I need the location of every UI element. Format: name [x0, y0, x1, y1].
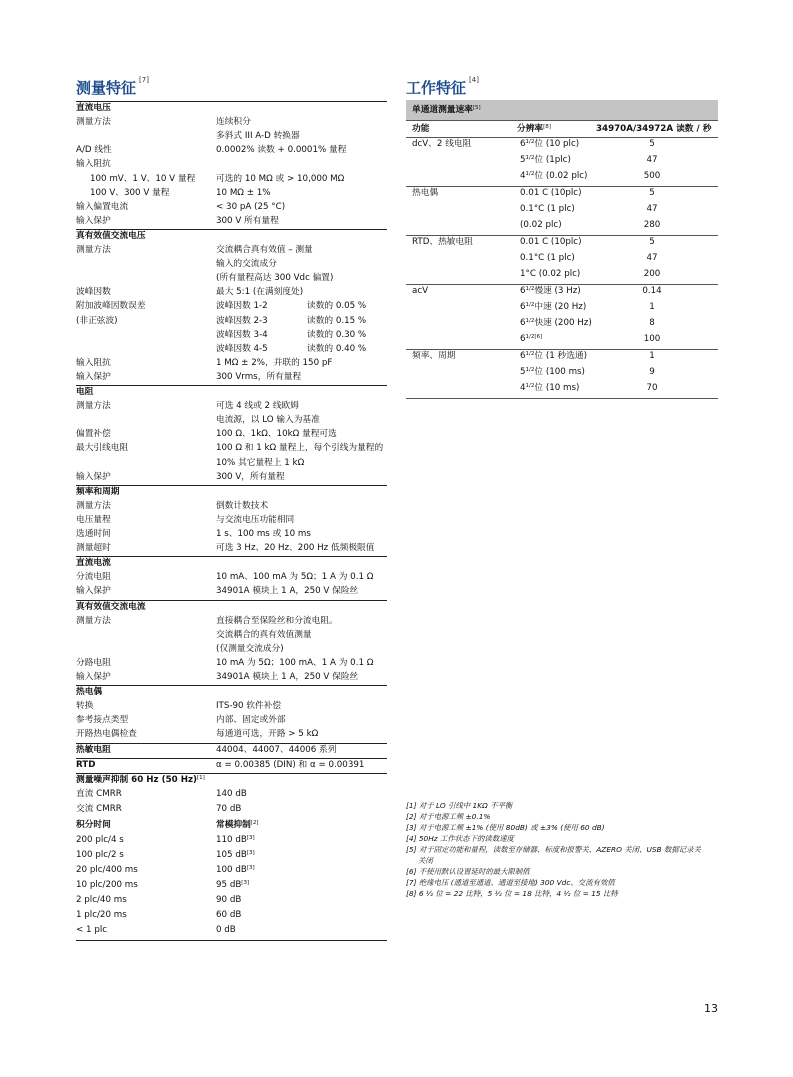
nmr-value [216, 909, 241, 922]
nmr-heading-text [76, 774, 205, 787]
spec-value: 10% 其它量程上 1 kΩ [216, 457, 305, 468]
left-title-note: [7] [139, 76, 149, 84]
spec-value: 300 V 所有量程 [216, 215, 279, 226]
spec-label: 输入保护 [76, 215, 111, 226]
nmr-value-text: 60 dB [216, 910, 242, 921]
resolution-cell [520, 252, 575, 265]
resolution-text: 位 (10 plc) [534, 139, 580, 149]
spec-label: 输入保护 [76, 471, 111, 482]
section-rule [76, 485, 387, 486]
spec-value: 直接耦合至保险丝和分流电阻。 [216, 615, 338, 626]
footnote: [5] 对于固定功能和量程，读数至存储器、标度和报警关、AZERO 关闭、USB 数据记录关 [406, 845, 701, 854]
spec-value: 300 Vrms，所有量程 [216, 371, 302, 382]
section-heading-text: 频率和周期 [76, 486, 120, 497]
resolution-cell [520, 219, 562, 232]
resolution-text: 中速 (20 Hz) [534, 302, 587, 312]
rate-value: 8 [649, 318, 655, 328]
resolution-half: 1/2 [525, 171, 535, 177]
footnote: [1] 对于 LO 引线中 1KΩ 不平衡 [406, 801, 513, 810]
nmr-label: 交流 CMRR [76, 804, 122, 815]
right-title-note: [4] [469, 76, 479, 84]
resolution-text: 0.01 C (10plc) [520, 237, 582, 247]
table-title-label: 单通道测量速率 [412, 105, 473, 115]
resolution-half: 1/2 [525, 302, 535, 308]
resolution-digit: 5 [520, 367, 526, 377]
spec-value: 波峰因数 4-5 [216, 343, 268, 354]
resolution-cell [520, 138, 579, 151]
resolution-digit: 4 [520, 383, 526, 393]
resolution-cell [520, 236, 581, 249]
nmr-value-note: [2] [250, 819, 259, 826]
right-section-title: 工作特征 [4] [406, 76, 479, 97]
rate-value: 9 [649, 367, 655, 377]
nmr-label: 1 plc/20 ms [76, 910, 127, 921]
spec-value-2: 读数的 0.40 % [307, 343, 367, 354]
spec-label: 100 V、300 V 量程 [90, 187, 170, 198]
nmr-heading-label: 测量噪声抑制 60 Hz (50 Hz) [76, 774, 197, 785]
col-resolution-note: [8] [543, 124, 551, 130]
nmr-value [216, 849, 255, 862]
spec-label: 转换 [76, 701, 94, 712]
spec-value: 内部、固定或外部 [216, 715, 286, 726]
rate-value: 5 [649, 188, 655, 198]
spec-label: 输入保护 [76, 586, 111, 597]
spec-value: 1 s、100 ms 或 10 ms [216, 529, 311, 539]
col-resolution-label: 分辨率 [517, 124, 544, 134]
resolution-text: 0.1°C (1 plc) [520, 204, 575, 214]
nmr-value-text: 90 dB [216, 895, 242, 905]
spec-value: 100 Ω、1kΩ、10kΩ 量程可选 [216, 429, 337, 440]
spec-value: ITS-90 软件补偿 [216, 701, 282, 712]
section-heading-text: 直流电压 [76, 103, 111, 113]
nmr-label: 积分时间 [76, 819, 111, 830]
spec-value-2: 读数的 0.30 % [307, 329, 367, 340]
spec-label: 测量方法 [76, 401, 111, 412]
table-title-note: [5] [472, 105, 481, 111]
rtd-value: α = 0.00385 (DIN) 和 α = 0.00391 [216, 759, 365, 770]
rate-value: 280 [643, 220, 661, 230]
spec-value: 交流耦合的真有效值测量 [216, 629, 312, 640]
spec-value: 34901A 模块上 1 A，250 V 保险丝 [216, 586, 359, 597]
spec-label: 测量超时 [76, 543, 111, 554]
spec-label: 测量方法 [76, 245, 111, 255]
resolution-cell [520, 268, 580, 281]
resolution-half: 1/2 [525, 367, 535, 373]
nmr-value [216, 803, 241, 816]
rate-value: 1 [649, 351, 655, 361]
resolution-half: 1/2 [525, 155, 535, 161]
rate-value: 70 [646, 383, 658, 393]
resolution-cell [520, 285, 581, 298]
spec-label: 输入保护 [76, 672, 111, 682]
spec-value: 倒数计数技术 [216, 500, 269, 511]
spec-value: 可选的 10 MΩ 或 > 10,000 MΩ [216, 173, 345, 184]
function-name: dcV、2 线电阻 [412, 139, 472, 149]
footnote: 关闭 [418, 856, 433, 865]
nmr-value-text: 140 dB [216, 789, 247, 800]
resolution-text: 位 (10 ms) [534, 383, 580, 393]
resolution-digit: 6 [520, 318, 526, 328]
resolution-text: 快速 (200 Hz) [534, 318, 592, 328]
spec-label: 偏置补偿 [76, 429, 111, 440]
rate-value: 0.14 [642, 286, 662, 296]
resolution-text: (0.02 plc) [520, 220, 562, 230]
spec-label: (非正弦波) [76, 315, 118, 326]
nmr-value [216, 834, 255, 847]
rate-value: 5 [649, 139, 655, 149]
spec-label: 输入阻抗 [76, 357, 111, 368]
spec-label: 分路电阻 [76, 657, 111, 668]
section-rule [76, 940, 387, 941]
thermistor-label: 热敏电阻 [76, 744, 111, 755]
spec-label: 选通时间 [76, 529, 111, 539]
table-title-text [412, 104, 481, 117]
nmr-value [216, 819, 259, 832]
rate-value: 47 [646, 253, 658, 263]
spec-label: A/D 线性 [76, 145, 112, 156]
rtd-label: RTD [76, 759, 96, 770]
nmr-value-note: [3] [246, 849, 255, 856]
spec-label: 最大引线电阻 [76, 443, 129, 454]
resolution-text: 位 (1plc) [534, 155, 571, 165]
spec-label: 开路热电偶检查 [76, 729, 137, 740]
group-rule [406, 398, 718, 399]
page-number: 13 [704, 1002, 718, 1015]
spec-value: 连续积分 [216, 117, 251, 128]
rate-value: 47 [646, 155, 658, 165]
spec-value: 1 MΩ ± 2%，并联的 150 pF [216, 357, 333, 368]
spec-label: 参考接点类型 [76, 715, 129, 726]
resolution-text: 0.01 C (10plc) [520, 188, 582, 198]
resolution-digit: 6 [520, 334, 526, 344]
resolution-text: 0.1°C (1 plc) [520, 253, 575, 263]
spec-label: 测量方法 [76, 500, 111, 511]
col-rate-header: 34970A/34972A 读数 / 秒 [596, 124, 712, 134]
section-heading-text: 真有效值交流电流 [76, 601, 146, 612]
resolution-cell [520, 333, 542, 346]
resolution-digit: 4 [520, 171, 526, 181]
rate-value: 100 [643, 334, 661, 344]
function-name: 热电偶 [412, 188, 439, 198]
nmr-value-note: [3] [246, 864, 255, 871]
resolution-half: 1/2 [525, 318, 535, 324]
nmr-value-note: [3] [241, 879, 250, 886]
nmr-value [216, 788, 247, 801]
spec-value-2: 读数的 0.15 % [307, 315, 367, 326]
resolution-cell [520, 170, 587, 183]
spec-value: 10 MΩ ± 1% [216, 187, 271, 198]
spec-value: 最大 5:1 (在满刻度处) [216, 287, 304, 298]
nmr-value [216, 894, 241, 907]
footnote: [3] 对于电源工频 ±1% (使用 80dB) 或 ±3% (使用 60 dB) [406, 823, 605, 832]
nmr-value-text: 105 dB [216, 849, 247, 860]
spec-value: 多斜式 III A-D 转换器 [216, 131, 300, 142]
nmr-label: 10 plc/200 ms [76, 879, 138, 890]
nmr-value-text: 110 dB [216, 834, 247, 845]
spec-value: 300 V，所有量程 [216, 471, 285, 482]
resolution-note: [6] [534, 334, 543, 340]
spec-value: 波峰因数 2-3 [216, 315, 268, 326]
header-rule [406, 120, 718, 121]
resolution-cell [520, 317, 592, 330]
resolution-half: 1/2 [525, 139, 535, 145]
nmr-value-text: 0 dB [216, 925, 236, 936]
spec-value: 交流耦合真有效值 – 测量 [216, 245, 313, 255]
nmr-value-text: 70 dB [216, 804, 242, 815]
left-section-title: 测量特征 [7] [76, 76, 149, 97]
spec-value: < 30 pA (25 °C) [216, 201, 286, 212]
footnote: [6] 不使用默认设置延时的最大限制值 [406, 867, 530, 876]
resolution-text: 位 (100 ms) [534, 367, 585, 377]
resolution-digit: 6 [520, 302, 526, 312]
nmr-heading-note: [1] [197, 774, 205, 781]
resolution-digit: 6 [520, 351, 526, 361]
section-rule [76, 385, 387, 386]
resolution-text: 慢速 (3 Hz) [534, 286, 581, 296]
col-resolution-header [517, 123, 551, 136]
spec-label: 附加波峰因数误差 [76, 301, 146, 312]
spec-value: 电流源，以 LO 输入为基准 [216, 415, 320, 426]
nmr-value [216, 879, 249, 892]
spec-value: (所有量程高达 300 Vdc 偏置) [216, 273, 334, 284]
nmr-label: 200 plc/4 s [76, 834, 124, 845]
section-rule [76, 685, 387, 686]
spec-value: 波峰因数 3-4 [216, 329, 268, 340]
resolution-text: 1°C (0.02 plc) [520, 269, 581, 279]
resolution-half: 1/2 [525, 383, 535, 389]
nmr-label: 100 plc/2 s [76, 849, 124, 860]
rate-value: 500 [643, 171, 661, 181]
function-name: acV [412, 286, 429, 296]
spec-value: 可选 3 Hz、20 Hz、200 Hz 低频极限值 [216, 543, 375, 554]
resolution-cell [520, 301, 586, 314]
resolution-cell [520, 366, 585, 379]
spec-value: 0.0002% 读数 + 0.0001% 量程 [216, 145, 347, 156]
function-name: RTD、热敏电阻 [412, 237, 473, 247]
resolution-text: 位 (1 秒选通) [534, 351, 587, 361]
resolution-half: 1/2 [525, 334, 535, 340]
resolution-digit: 6 [520, 286, 526, 296]
spec-value: 与交流电压功能相同 [216, 514, 295, 525]
spec-label: 输入阻抗 [76, 159, 111, 170]
spec-value: 100 Ω 和 1 kΩ 量程上，每个引线为量程的 [216, 443, 384, 454]
spec-label: 输入保护 [76, 371, 111, 382]
spec-label: 波峰因数 [76, 287, 111, 298]
spec-value: 输入的交流成分 [216, 259, 277, 270]
spec-value: 波峰因数 1-2 [216, 301, 268, 312]
resolution-cell [520, 382, 579, 395]
rate-value: 47 [646, 204, 658, 214]
resolution-text: 位 (0.02 plc) [534, 171, 588, 181]
spec-label: 电压量程 [76, 514, 111, 525]
spec-value-2: 读数的 0.05 % [307, 301, 367, 312]
nmr-value [216, 924, 236, 937]
nmr-label: 2 plc/40 ms [76, 895, 127, 905]
thermistor-value: 44004、44007、44006 系列 [216, 744, 337, 755]
resolution-cell [520, 154, 571, 167]
nmr-label: 20 plc/400 ms [76, 864, 138, 875]
nmr-value-text: 95 dB [216, 879, 242, 890]
section-heading-text: 热电偶 [76, 687, 103, 698]
resolution-digit: 6 [520, 139, 526, 149]
nmr-label: 直流 CMRR [76, 789, 122, 800]
nmr-value-text: 常模抑制 [216, 819, 251, 830]
spec-label: 100 mV、1 V、10 V 量程 [90, 173, 196, 184]
col-function-header: 功能 [412, 124, 430, 134]
nmr-value-note: [3] [246, 834, 255, 841]
section-heading-text: 电阻 [76, 387, 94, 397]
spec-value: 10 mA、100 mA 为 5Ω；1 A 为 0.1 Ω [216, 572, 374, 583]
spec-value: (仅测量交流成分) [216, 643, 284, 654]
resolution-half: 1/2 [525, 286, 535, 292]
section-rule [76, 556, 387, 557]
section-heading-text: 直流电流 [76, 558, 111, 569]
footnote: [2] 对于电源工频 ±0.1% [406, 812, 491, 821]
footnote: [8] 6 ½ 位 = 22 比特，5 ½ 位 = 18 比特，4 ½ 位 = 15 比特 [406, 889, 618, 898]
function-name: 频率、周期 [412, 351, 456, 361]
spec-label: 输入偏置电流 [76, 201, 129, 212]
rate-value: 1 [649, 302, 655, 312]
rate-value: 200 [643, 269, 661, 279]
spec-value: 可选 4 线或 2 线欧姆 [216, 401, 299, 412]
section-heading-text: 真有效值交流电压 [76, 230, 146, 241]
spec-label: 测量方法 [76, 117, 111, 128]
footnote: [7] 绝缘电压 (通道至通道、通道至接地) 300 Vdc、交流有效值 [406, 878, 615, 887]
rate-value: 5 [649, 237, 655, 247]
section-rule [76, 101, 387, 102]
resolution-cell [520, 187, 581, 200]
spec-value: 每通道可选，开路 > 5 kΩ [216, 729, 319, 740]
resolution-digit: 5 [520, 155, 526, 165]
spec-label: 分流电阻 [76, 572, 111, 583]
resolution-cell [520, 350, 587, 363]
spec-label: 测量方法 [76, 615, 111, 626]
spec-value: 34901A 模块上 1 A，250 V 保险丝 [216, 672, 359, 682]
spec-value: 10 mA 为 5Ω；100 mA、1 A 为 0.1 Ω [216, 657, 374, 668]
footnote: [4] 50Hz 工作状态下的读数速度 [406, 834, 514, 843]
resolution-half: 1/2 [525, 351, 535, 357]
resolution-cell [520, 203, 575, 216]
nmr-label: < 1 plc [76, 925, 108, 936]
nmr-value [216, 864, 255, 877]
nmr-value-text: 100 dB [216, 864, 247, 875]
